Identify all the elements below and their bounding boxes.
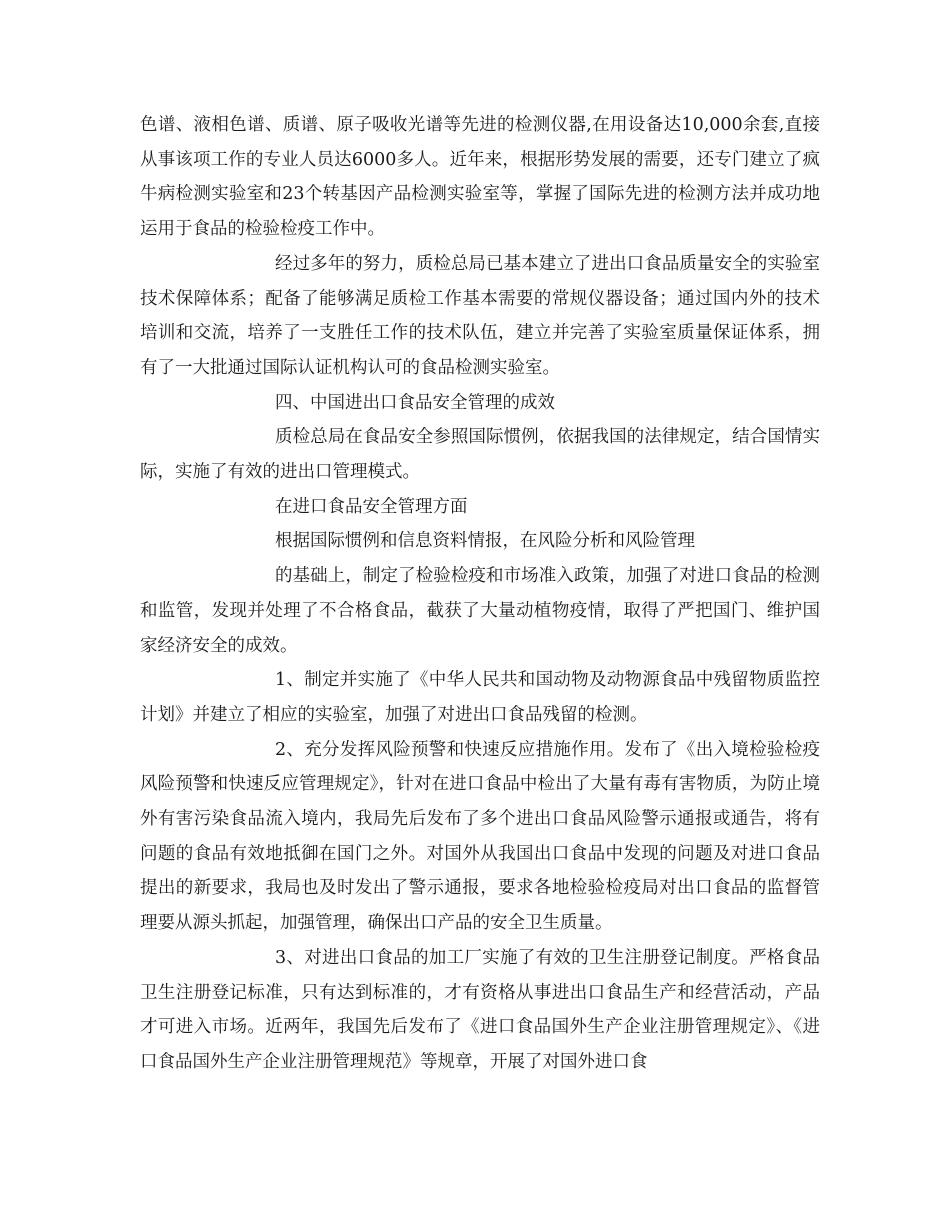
list-item: 2、充分发挥风险预警和快速反应措施作用。发布了《出入境检验检疫风险预警和快速反应管理规定》，针对在进口食品中检出了大量有毒有害物质，为防止境外有害污染食品流入境内，我局先后发布了多个进出口食品风险警示通报或通告，将有问题的食品有效地抵御在国门之外。对国外从我国出口食品中发现的问题及对进口食品提出的新要求，我局也及时发出了警示通报，要求各地检验检疫局对出口食品的监督管理要从源头抓起，加强管理，确保出口产品的安全卫生质量。 bbox=[140, 739, 820, 934]
document-body bbox=[140, 108, 820, 1080]
subheading: 在进口食品安全管理方面 bbox=[275, 496, 468, 517]
paragraph: 色谱、液相色谱、质谱、原子吸收光谱等先进的检测仪器,在用设备达10,000余套,直接从事该项工作的专业人员达6000多人。近年来，根据形势发展的需要，还专门建立了疯牛病检测实验室和23个转基因产品检测实验室等，掌握了国际先进的检测方法并成功地运用于食品的检验检疫工作中。 bbox=[140, 115, 820, 240]
paragraph: 的基础上，制定了检验检疫和市场准入政策，加强了对进口食品的检测和监管，发现并处理了不合格食品，截获了大量动植物疫情，取得了严把国门、维护国家经济安全的成效。 bbox=[140, 566, 820, 656]
section-heading: 四、中国进出口食品安全管理的成效 bbox=[275, 392, 555, 413]
list-item: 1、制定并实施了《中华人民共和国动物及动物源食品中残留物质监控计划》并建立了相应的实验室，加强了对进出口食品残留的检测。 bbox=[140, 670, 820, 725]
paragraph: 质检总局在食品安全参照国际惯例，依据我国的法律规定，结合国情实际，实施了有效的进出口管理模式。 bbox=[140, 427, 820, 483]
paragraph: 根据国际惯例和信息资料情报，在风险分析和风险管理 bbox=[275, 531, 695, 552]
list-item: 3、对进出口食品的加工厂实施了有效的卫生注册登记制度。严格食品卫生注册登记标准，只有达到标准的，才有资格从事进出口食品生产和经营活动，产品才可进入市场。近两年，我国先后发布了《进口食品国外生产企业注册管理规定》、《进口食品国外生产企业注册管理规范》等规章，开展了对国外进口食 bbox=[140, 947, 820, 1072]
paragraph: 经过多年的努力，质检总局已基本建立了进出口食品质量安全的实验室技术保障体系；配备了能够满足质检工作基本需要的常规仪器设备；通过国内外的技术培训和交流，培养了一支胜任工作的技术队伍，建立并完善了实验室质量保证体系，拥有了一大批通过国际认证机构认可的食品检测实验室。 bbox=[140, 253, 820, 378]
